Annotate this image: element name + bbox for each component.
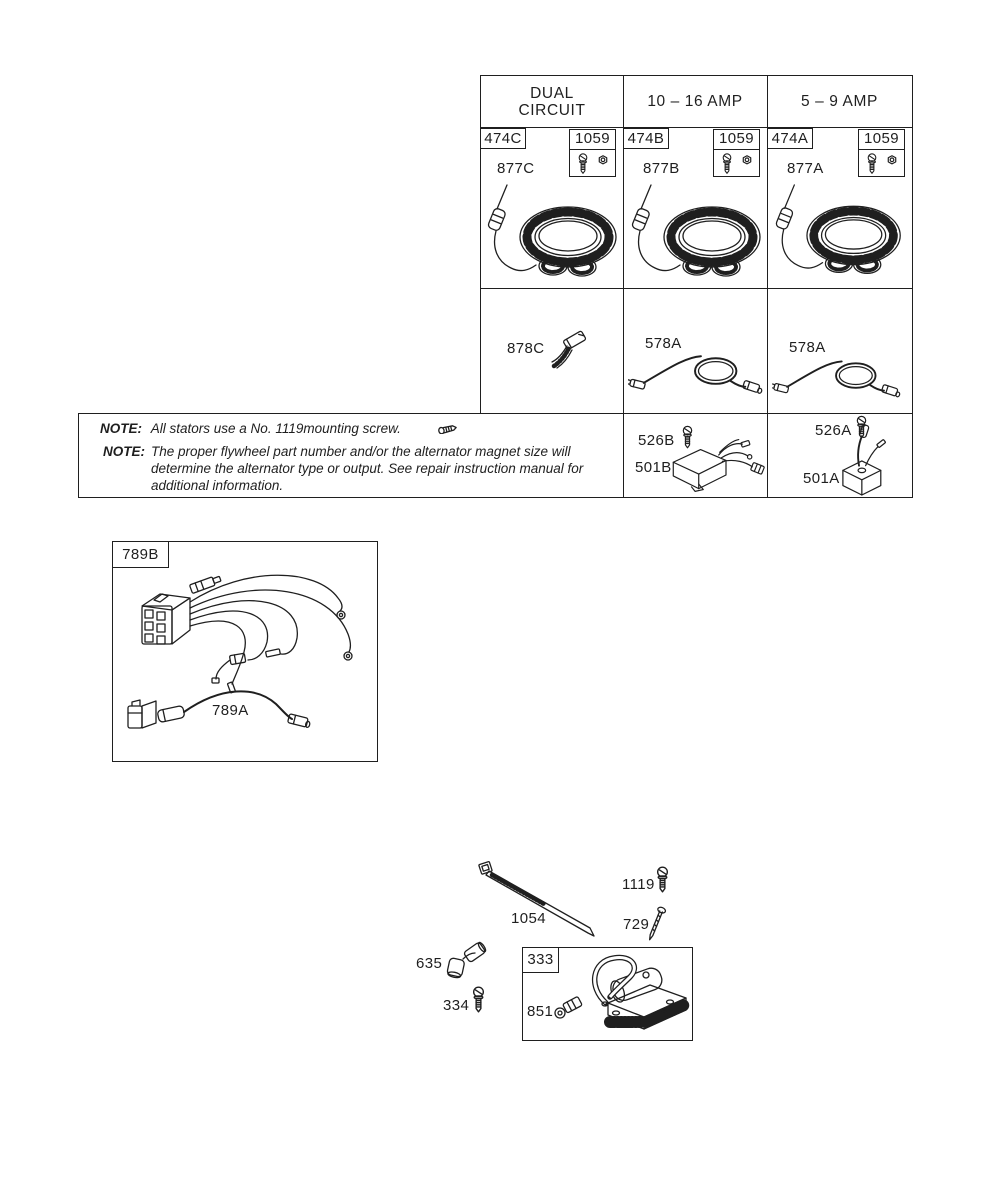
hardware-box-label: 1059 bbox=[859, 130, 904, 150]
column-header-dual-circuit: DUAL CIRCUIT bbox=[518, 85, 586, 119]
part-label-877B: 877B bbox=[643, 160, 680, 177]
part-label-578A-col3: 578A bbox=[789, 339, 826, 356]
output-cable-icon-col2 bbox=[628, 346, 764, 398]
part-box-789B: 789B bbox=[112, 541, 169, 568]
screw-icon-729 bbox=[644, 904, 668, 944]
part-label-501A: 501A bbox=[803, 470, 840, 487]
part-label-501B: 501B bbox=[635, 459, 672, 476]
note-box-left-border bbox=[78, 413, 79, 498]
hardware-box-1059-col2 bbox=[713, 129, 760, 177]
note-2-label: NOTE: bbox=[103, 444, 145, 459]
screw-icon bbox=[577, 153, 589, 175]
note-2 bbox=[103, 443, 609, 494]
note-2-text: The proper flywheel part number and/or the alternator magnet size will determine the alternator type or output. See repair instruction manual for additional information. bbox=[151, 444, 584, 493]
hardware-box-1059-col1 bbox=[569, 129, 616, 177]
part-label-635: 635 bbox=[416, 955, 443, 972]
part-label-334: 334 bbox=[443, 997, 470, 1014]
nut-icon bbox=[887, 155, 897, 165]
part-box-474A: 474A bbox=[767, 128, 813, 149]
screw-icon bbox=[721, 153, 733, 175]
diode-module-icon bbox=[828, 423, 890, 495]
part-box-474B: 474B bbox=[623, 128, 669, 149]
table-border-right bbox=[912, 75, 913, 498]
stator-icon-5-9-amp bbox=[772, 183, 908, 285]
part-label-851: 851 bbox=[527, 1003, 554, 1020]
table-border-left bbox=[480, 75, 481, 414]
part-box-474C: 474C bbox=[480, 128, 526, 149]
part-label-789A: 789A bbox=[212, 702, 249, 719]
column-header-10-16-amp: 10 – 16 AMP bbox=[647, 93, 743, 110]
part-label-526B: 526B bbox=[638, 432, 675, 449]
nut-icon bbox=[598, 155, 608, 165]
cable-tie-icon bbox=[476, 858, 601, 943]
column-header-5-9-amp: 5 – 9 AMP bbox=[801, 93, 878, 110]
terminal-icon-851 bbox=[553, 992, 585, 1020]
table-border-header-bottom bbox=[480, 127, 913, 128]
part-label-1054: 1054 bbox=[511, 910, 546, 927]
hardware-box-label: 1059 bbox=[714, 130, 759, 150]
voltage-regulator-icon bbox=[666, 437, 766, 493]
part-label-877A: 877A bbox=[787, 160, 824, 177]
stator-icon-10-16-amp bbox=[628, 183, 768, 288]
note-1 bbox=[100, 420, 401, 437]
part-box-333: 333 bbox=[522, 947, 559, 973]
hardware-box-1059-col3 bbox=[858, 129, 905, 177]
screw-icon-note bbox=[438, 421, 458, 434]
table-border-row2 bbox=[480, 288, 913, 289]
screw-icon bbox=[866, 153, 878, 175]
part-label-578A-col2: 578A bbox=[645, 335, 682, 352]
note-1-text: All stators use a No. 1119mounting screw. bbox=[150, 421, 401, 436]
hardware-box-label: 1059 bbox=[570, 130, 615, 150]
table-border-row3 bbox=[78, 413, 913, 414]
output-cable-icon-col3 bbox=[770, 353, 904, 400]
part-label-729: 729 bbox=[623, 916, 650, 933]
part-label-1119: 1119 bbox=[622, 876, 655, 893]
part-label-877C: 877C bbox=[497, 160, 535, 177]
wiring-harness-icon bbox=[116, 556, 376, 756]
table-border-top bbox=[480, 75, 913, 76]
screw-icon-334 bbox=[471, 986, 486, 1014]
nut-icon bbox=[742, 155, 752, 165]
screw-icon-1119 bbox=[655, 865, 670, 895]
stator-icon-dual-circuit bbox=[484, 183, 624, 288]
elbow-boot-icon bbox=[445, 943, 489, 979]
note-1-label: NOTE: bbox=[100, 421, 142, 436]
stator-lead-wire-icon bbox=[548, 328, 588, 370]
table-border-bottom bbox=[78, 497, 913, 498]
part-label-526A: 526A bbox=[815, 422, 852, 439]
part-label-878C: 878C bbox=[507, 340, 545, 357]
